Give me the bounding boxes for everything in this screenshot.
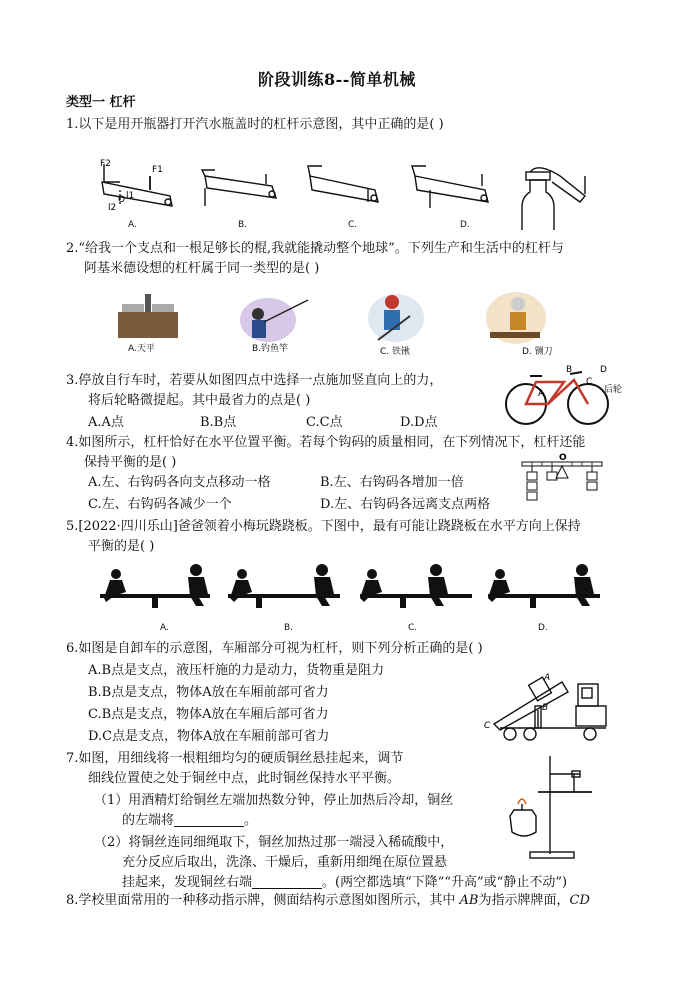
q6-stem: 6.如图是自卸车的示意图，车厢部分可视为杠杆，则下列分析正确的是( ) xyxy=(66,641,483,656)
q1-fig-b xyxy=(202,170,276,206)
q2-figures xyxy=(118,290,578,350)
q5-seesaw-figures xyxy=(100,566,600,616)
q2-caption-d: 铡刀 xyxy=(534,347,553,357)
page-title: 阶段训练8--简单机械 xyxy=(258,70,416,89)
q1-o-label: O xyxy=(118,195,126,205)
q7-copper-wire-figure xyxy=(508,752,598,862)
q4-line2: 保持平衡的是( ) xyxy=(84,455,177,470)
q1-fig-bottle xyxy=(522,168,585,230)
q8-stem: 8.学校里面常用的一种移动指示牌，侧面结构示意图如图所示，其中 AB为指示牌牌面，CD xyxy=(66,893,590,908)
q2-option-b: B.钓鱼竿 xyxy=(252,344,289,354)
q7-part2-line1: （2）将铜丝连同细绳取下，铜丝加热过那一端浸入稀硫酸中， xyxy=(94,835,454,850)
q2-option-d: D. 铡刀 xyxy=(522,347,553,357)
q7-part2-line3: 挂起来，发现铜丝右端 。(两空都选填“下降”“升高”或“静止不动”) xyxy=(122,875,568,890)
q3-rear-wheel-label: 后轮 xyxy=(604,385,623,395)
q6-point-c: C xyxy=(484,721,491,731)
q4-pivot-label: O xyxy=(559,453,567,463)
q1-f2-label: F2 xyxy=(100,159,111,169)
q6-option-d: D.C点是支点，物体A放在车厢前部可省力 xyxy=(88,729,330,744)
q1-l2-label: l2 xyxy=(108,203,117,213)
q4-option-b: B.左、右钩码各增加一倍 xyxy=(320,475,464,490)
q5-line1: 5.[2022·四川乐山]爸爸领着小梅玩跷跷板。下图中，最有可能让跷跷板在水平方向上保持 xyxy=(66,519,581,534)
q1-fig-d xyxy=(412,166,488,208)
q5-fig-a xyxy=(100,564,210,608)
q4-option-d: D.左、右钩码各远离支点两格 xyxy=(320,497,491,512)
q2-balance-img xyxy=(118,294,178,338)
q5-fig-c xyxy=(360,564,472,608)
q6-option-c: C.B点是支点，物体A放在车厢后部可省力 xyxy=(88,707,329,722)
q7-part1-line2: 的左端将 。 xyxy=(122,813,258,828)
q7-part1-line1: （1）用酒精灯给铜丝左端加热数分钟，停止加热后冷却，铜丝 xyxy=(94,793,454,808)
q3-point-d: D xyxy=(600,365,607,375)
q6-option-b: B.B点是支点，物体A放在车厢前部可省力 xyxy=(88,685,329,700)
q1-opener-figures xyxy=(90,152,560,232)
q5-fig-b xyxy=(228,564,340,608)
q5-option-a: A. xyxy=(160,623,169,633)
q1-option-b: B. xyxy=(238,220,248,230)
q2-stem-line2: 阿基米德设想的杠杆属于同一类型的是( ) xyxy=(84,261,320,276)
q4-option-c: C.左、右钩码各减少一个 xyxy=(88,497,232,512)
q7-blank1[interactable] xyxy=(174,814,244,827)
q1-fig-c xyxy=(308,166,378,202)
q3-option-c: C.C点 xyxy=(306,415,343,430)
q1-f1-label: F1 xyxy=(152,165,163,175)
q8-ab-label: AB xyxy=(459,893,479,908)
q3-option-a: A.A点 xyxy=(88,415,124,430)
q3-line2: 将后轮略微提起。其中最省力的点是( ) xyxy=(88,393,311,408)
q4-option-a: A.左、右钩码各向支点移动一格 xyxy=(88,475,271,490)
q3-point-b: B xyxy=(566,365,573,375)
q2-option-a: A.天平 xyxy=(128,344,155,354)
q3-option-b: B.B点 xyxy=(200,415,237,430)
section-heading: 类型一 杠杆 xyxy=(66,95,136,110)
q2-caption-a: 天平 xyxy=(136,344,155,354)
q6-dump-truck-figure xyxy=(480,666,610,742)
q7-line1: 7.如图，用细线将一根粗细均匀的硬质铜丝悬挂起来，调节 xyxy=(66,751,404,766)
q2-fishing-rod-img xyxy=(240,298,308,342)
q8-cd-label: CD xyxy=(569,893,590,908)
q3-option-d: D.D点 xyxy=(400,415,438,430)
q2-option-c: C. 铁锹 xyxy=(380,347,411,357)
q2-shovel-img xyxy=(368,294,424,342)
q6-option-a: A.B点是支点，液压杆施的力是动力，货物重是阻力 xyxy=(88,663,385,678)
q5-option-c: C. xyxy=(408,623,418,633)
q6-point-b: B xyxy=(542,703,549,713)
q3-line1: 3.停放自行车时，若要从如图四点中选择一点施加竖直向上的力， xyxy=(66,373,443,388)
q7-line2: 细线位置使之处于铜丝中点，此时铜丝保持水平平衡。 xyxy=(88,771,401,786)
q1-option-a: A. xyxy=(128,220,137,230)
q3-point-a: A xyxy=(538,389,545,399)
q3-bicycle-figure xyxy=(502,365,623,426)
q7-part2-line2: 充分反应后取出，洗涤、干燥后，重新用细绳在原位置悬 xyxy=(122,855,448,870)
q1-option-c: C. xyxy=(348,220,358,230)
q5-option-d: D. xyxy=(538,623,548,633)
q2-caption-c: 铁锹 xyxy=(392,347,411,357)
q2-stem-line1: 2.“给我一个支点和一根足够长的棍,我就能撬动整个地球”。下列生产和生活中的杠杆与 xyxy=(66,241,564,256)
q1-stem: 1.以下是用开瓶器打开汽水瓶盖时的杠杆示意图，其中正确的是( ) xyxy=(66,117,444,132)
q1-l1-label: l1 xyxy=(126,191,135,201)
q5-fig-d xyxy=(488,564,600,608)
q6-point-a: A xyxy=(544,673,551,683)
q3-point-c: C xyxy=(586,377,593,387)
q7-blank2[interactable] xyxy=(252,876,322,889)
q4-line1: 4.如图所示，杠杆恰好在水平位置平衡。若每个钩码的质量相同，在下列情况下，杠杆还能 xyxy=(66,435,586,450)
q2-guillotine-img xyxy=(486,292,546,344)
q5-line2: 平衡的是( ) xyxy=(88,539,155,554)
q4-lever-figure xyxy=(522,453,612,506)
q2-caption-b: 钓鱼竿 xyxy=(261,344,289,354)
q1-option-d: D. xyxy=(460,220,470,230)
q5-option-b: B. xyxy=(284,623,294,633)
